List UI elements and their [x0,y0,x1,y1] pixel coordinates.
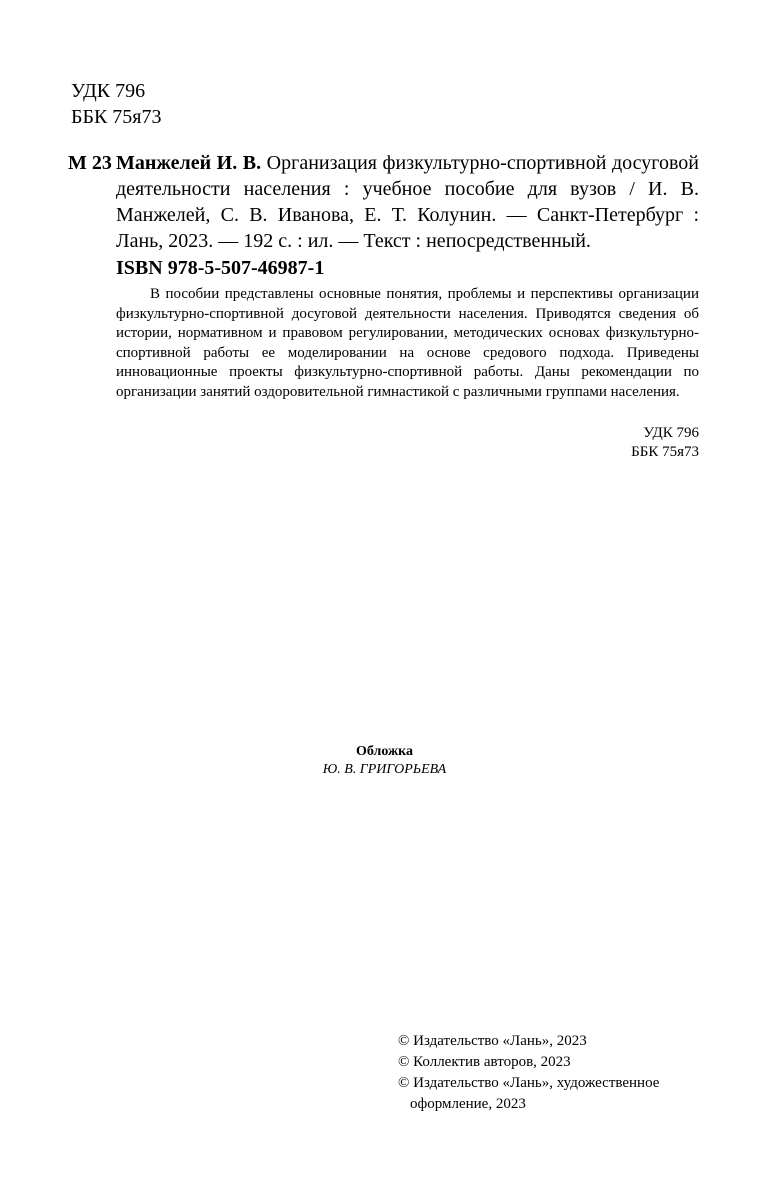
author-mark: М 23 [68,152,112,174]
cover-label: Обложка [355,744,414,759]
copyright-block [398,1031,718,1115]
isbn: ISBN 978-5-507-46987-1 [116,257,325,279]
cover-designer: Ю. В. ГРИГОРЬЕВА [322,762,447,777]
bibliographic-record [116,150,699,254]
copyright-line: © Издательство «Лань», 2023 [398,1033,587,1049]
bbk-code-top: ББК 75я73 [71,106,162,128]
bbk-code-bottom: ББК 75я73 [631,444,699,460]
bibliographic-description: Организация физкультурно-спортивной досуговой деятельности населения : учебное пособие для вузов / И. В. Манжелей, С. В. Иванова, Е. Т. Колунин. — Санкт-Петербург : Лань, 2023. — 192 с. : ил. — Текст : непосредственный. [116,152,699,252]
udk-code-bottom: УДК 796 [643,425,699,441]
author-name: Манжелей И. В. [116,152,262,174]
copyright-line: оформление, 2023 [410,1096,526,1112]
cover-credit [0,743,769,779]
annotation-text: В пособии представлены основные понятия, проблемы и перспективы организации физкультурно-спортивной досуговой деятельности населения. Приводятся сведения об истории, нормативном и правовом регулировании, методических основах физкультурно-спортивной работы ее моделировании на основе средового подхода. Приведены инновационные проекты физкультурно-спортивной работы. Даны рекомендации по организации занятий оздоровительной гимнастикой с различными группами населения. [116,286,699,400]
copyright-line: © Издательство «Лань», художественное [398,1075,660,1091]
annotation [116,285,699,402]
udk-code-top: УДК 796 [71,80,146,102]
copyright-line: © Коллектив авторов, 2023 [398,1054,571,1070]
